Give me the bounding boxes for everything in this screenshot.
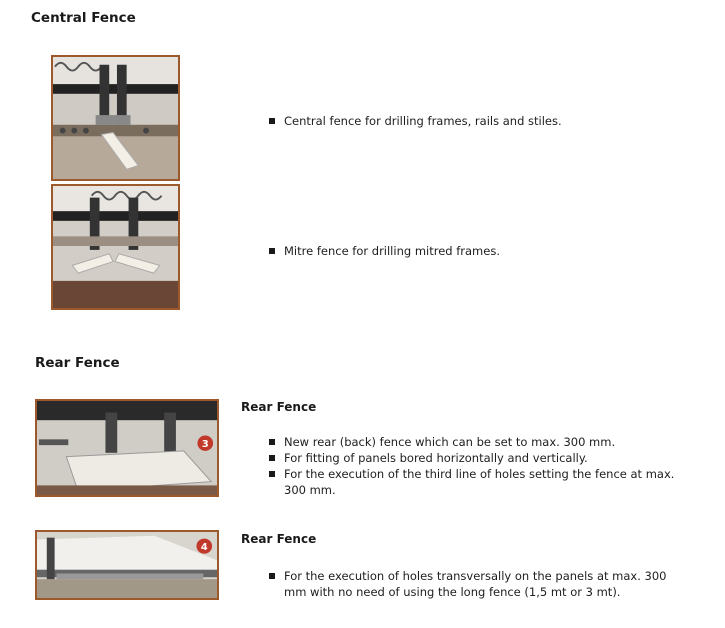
bullet-text: For the execution of holes transversally on the panels at max. 300 mm with no need of using the long fence (1,5 mt or 3 mt). <box>269 568 689 600</box>
section-title-central-fence: Central Fence <box>31 10 136 26</box>
rear-fence-subtitle-2: Rear Fence <box>241 532 317 546</box>
mitre-fence-photo <box>51 184 180 310</box>
bullet-text: For fitting of panels bored horizontally and vertically. <box>269 450 689 466</box>
bullet-text: New rear (back) fence which can be set to max. 300 mm. <box>269 434 689 450</box>
bullet-text: Central fence for drilling frames, rails and stiles. <box>269 113 689 129</box>
rear-fence-bullets-1 <box>269 434 689 498</box>
rear-fence-photo-2 <box>35 530 219 600</box>
mitre-fence-bullets <box>269 243 689 259</box>
section-title-rear-fence: Rear Fence <box>35 355 120 371</box>
central-fence-bullets <box>269 113 689 129</box>
image-badge-number: 4 <box>200 542 208 553</box>
image-badge-number: 3 <box>201 439 209 451</box>
bullet-text: Mitre fence for drilling mitred frames. <box>269 243 689 259</box>
bullet-text: For the execution of the third line of holes setting the fence at max. 300 mm. <box>269 466 689 498</box>
central-fence-photo <box>51 55 180 181</box>
rear-fence-subtitle-1: Rear Fence <box>241 400 317 414</box>
rear-fence-photo-1 <box>35 399 219 497</box>
rear-fence-bullets-2 <box>269 568 689 600</box>
